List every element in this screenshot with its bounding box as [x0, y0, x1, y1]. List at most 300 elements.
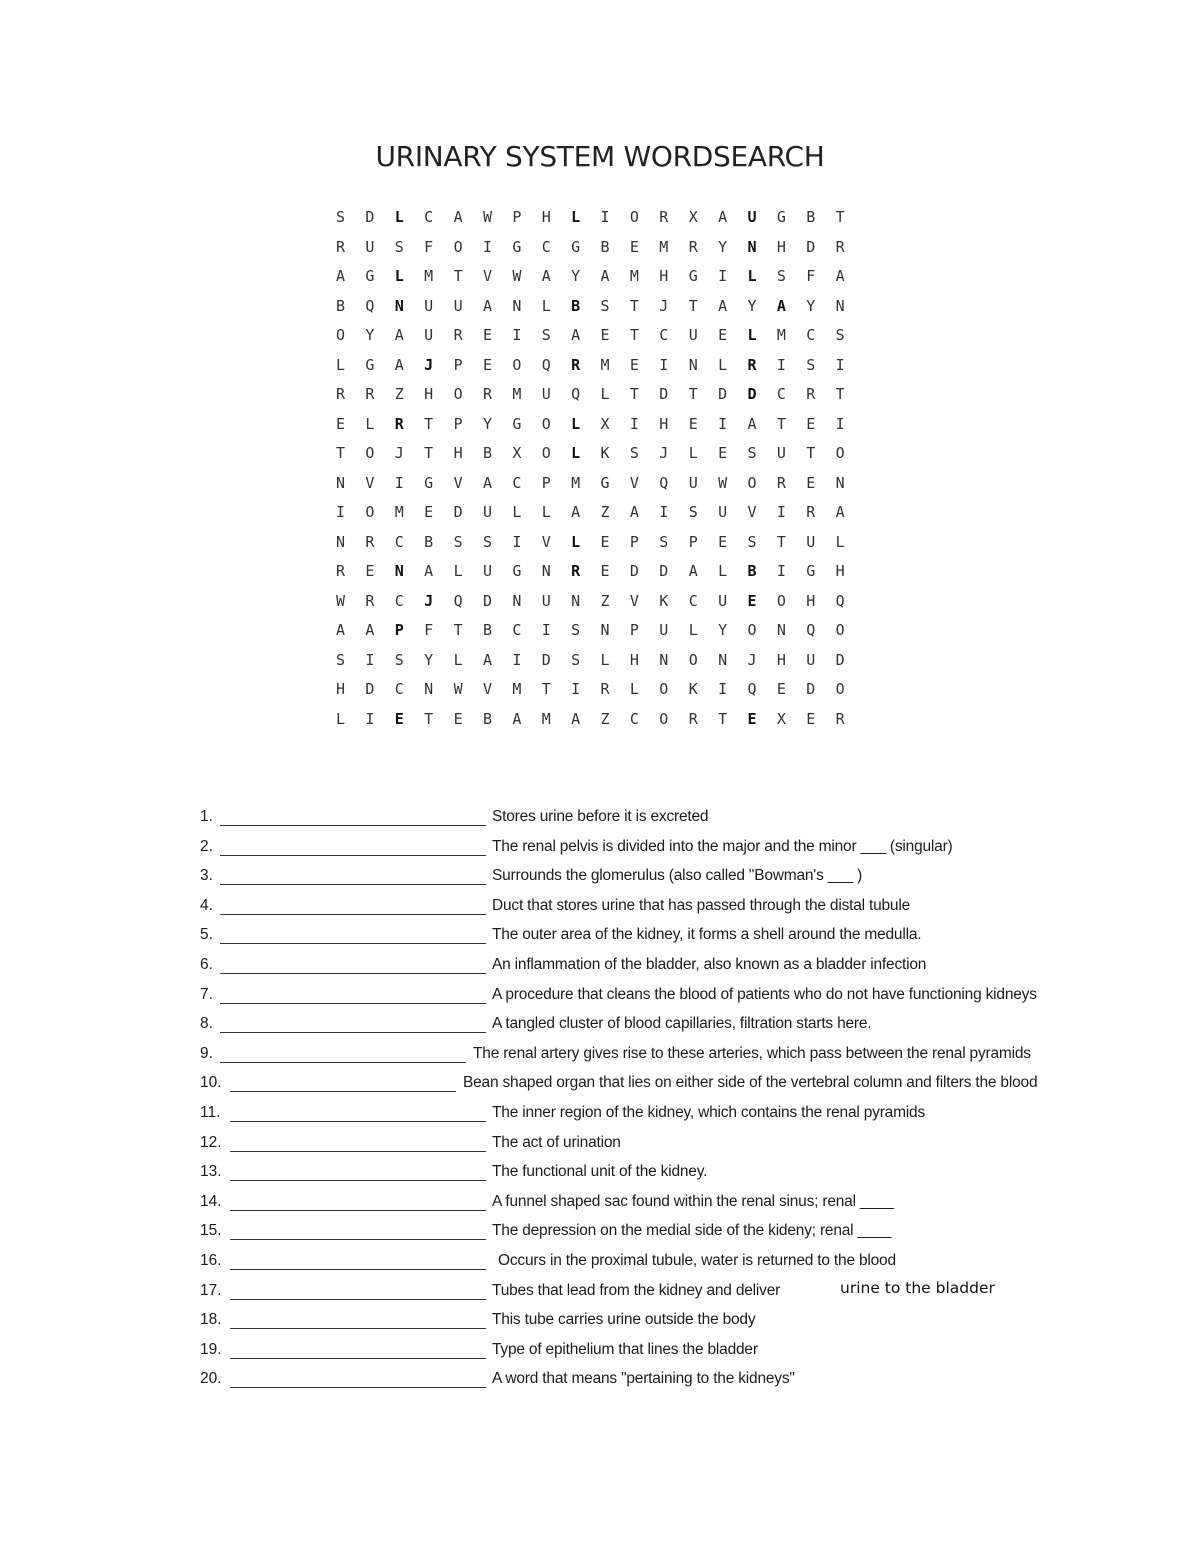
answer-blank[interactable] — [230, 1091, 456, 1092]
grid-letter: R — [571, 562, 581, 580]
clue-item — [200, 1102, 1160, 1132]
grid-letter: O — [453, 237, 463, 256]
clue-number: 18. — [200, 1311, 222, 1329]
grid-letter: L — [718, 562, 728, 580]
wordsearch-grid — [336, 208, 865, 739]
grid-letter: D — [718, 385, 728, 403]
grid-letter: V — [453, 473, 463, 492]
grid-letter: K — [688, 680, 698, 698]
grid-letter: A — [776, 296, 786, 315]
clue-number: 20. — [200, 1370, 222, 1388]
grid-letter: C — [394, 680, 404, 698]
grid-letter: U — [688, 326, 698, 344]
grid-letter: K — [600, 444, 610, 462]
grid-letter: D — [747, 385, 757, 403]
grid-row — [336, 533, 865, 563]
page-title: URINARY SYSTEM WORDSEARCH — [375, 140, 825, 173]
grid-letter: U — [424, 296, 434, 315]
grid-letter: H — [776, 650, 786, 669]
grid-letter: I — [718, 680, 728, 698]
clue-text: A procedure that cleans the blood of patients who do not have functioning kidneys — [492, 985, 1037, 1003]
grid-letter: N — [336, 532, 346, 551]
clue-item — [200, 1072, 1160, 1102]
answer-blank[interactable] — [230, 1121, 486, 1122]
grid-letter: V — [482, 267, 492, 285]
grid-letter: I — [776, 562, 786, 580]
grid-letter: T — [629, 296, 639, 315]
grid-letter: M — [629, 267, 639, 285]
clue-item — [200, 895, 1160, 925]
grid-letter: E — [806, 414, 816, 433]
clue-text: The renal pelvis is divided into the major and the minor ___ (singular) — [492, 837, 953, 855]
grid-letter: Q — [806, 621, 816, 639]
grid-letter: A — [571, 709, 581, 728]
grid-letter: Y — [806, 296, 816, 315]
grid-letter: O — [747, 473, 757, 492]
grid-letter: G — [806, 562, 816, 580]
grid-letter: I — [835, 414, 845, 433]
grid-letter: E — [629, 237, 639, 256]
grid-letter: T — [453, 267, 463, 285]
grid-letter: T — [541, 680, 551, 698]
grid-letter: V — [482, 680, 492, 698]
grid-letter: W — [512, 267, 522, 285]
clue-item — [200, 1280, 1160, 1310]
grid-letter: D — [806, 680, 816, 698]
grid-letter: T — [806, 444, 816, 462]
grid-letter: R — [336, 385, 346, 403]
grid-letter: B — [571, 296, 581, 315]
grid-letter: X — [600, 414, 610, 433]
answer-blank[interactable] — [220, 973, 486, 974]
grid-row — [336, 444, 865, 474]
grid-letter: L — [336, 709, 346, 728]
grid-letter: N — [512, 591, 522, 610]
grid-letter: R — [835, 709, 845, 728]
clue-item — [200, 1250, 1160, 1280]
grid-letter: S — [336, 208, 346, 226]
grid-letter: W — [453, 680, 463, 698]
grid-letter: M — [424, 267, 434, 285]
grid-letter: T — [688, 296, 698, 315]
grid-letter: I — [482, 237, 492, 256]
grid-letter: E — [453, 709, 463, 728]
clue-item — [200, 1132, 1160, 1162]
grid-letter: R — [688, 709, 698, 728]
grid-letter: A — [336, 621, 346, 639]
grid-letter: T — [629, 326, 639, 344]
grid-letter: C — [394, 591, 404, 610]
answer-blank[interactable] — [220, 1003, 486, 1004]
grid-letter: A — [482, 650, 492, 669]
grid-letter: I — [571, 680, 581, 698]
grid-letter: J — [394, 444, 404, 462]
grid-letter: U — [482, 562, 492, 580]
grid-row — [336, 651, 865, 681]
clue-number: 13. — [200, 1163, 222, 1181]
grid-letter: N — [659, 650, 669, 669]
grid-letter: U — [806, 650, 816, 669]
grid-letter: C — [776, 385, 786, 403]
grid-letter: Y — [718, 237, 728, 256]
grid-letter: A — [718, 208, 728, 226]
grid-letter: V — [629, 473, 639, 492]
answer-blank[interactable] — [230, 1210, 486, 1211]
clue-number: 19. — [200, 1340, 222, 1358]
grid-letter: T — [776, 532, 786, 551]
answer-blank[interactable] — [230, 1299, 486, 1300]
grid-letter: C — [512, 621, 522, 639]
grid-letter: C — [512, 473, 522, 492]
grid-letter: S — [835, 326, 845, 344]
grid-letter: J — [659, 444, 669, 462]
answer-blank[interactable] — [220, 914, 486, 915]
grid-letter: S — [336, 650, 346, 669]
grid-letter: L — [541, 503, 551, 521]
clue-text: This tube carries urine outside the body — [492, 1311, 756, 1329]
clue-item — [200, 1013, 1160, 1043]
grid-letter: I — [835, 355, 845, 374]
grid-letter: R — [600, 680, 610, 698]
grid-letter: L — [453, 650, 463, 669]
grid-letter: N — [776, 621, 786, 639]
grid-letter: C — [659, 326, 669, 344]
grid-letter: S — [571, 650, 581, 669]
grid-letter: Q — [571, 385, 581, 403]
clue-number: 11. — [200, 1103, 221, 1121]
grid-letter: Z — [394, 385, 404, 403]
grid-letter: L — [365, 414, 375, 433]
clue-item — [200, 1368, 1160, 1398]
grid-letter: E — [482, 326, 492, 344]
grid-letter: X — [512, 444, 522, 462]
grid-letter: S — [659, 532, 669, 551]
grid-letter: N — [835, 473, 845, 492]
grid-letter: L — [718, 355, 728, 374]
grid-letter: O — [659, 680, 669, 698]
grid-letter: I — [512, 326, 522, 344]
grid-row — [336, 385, 865, 415]
grid-letter: E — [747, 591, 757, 610]
grid-letter: L — [747, 326, 757, 344]
grid-letter: R — [394, 414, 404, 433]
clue-item — [200, 1220, 1160, 1250]
grid-letter: B — [600, 237, 610, 256]
grid-letter: T — [629, 385, 639, 403]
grid-letter: D — [806, 237, 816, 256]
grid-letter: Y — [482, 414, 492, 433]
grid-letter: K — [659, 591, 669, 610]
grid-letter: N — [835, 296, 845, 315]
grid-letter: H — [541, 208, 551, 226]
grid-letter: S — [453, 532, 463, 551]
grid-letter: C — [629, 709, 639, 728]
grid-letter: I — [718, 267, 728, 285]
grid-row — [336, 680, 865, 710]
clue-item — [200, 1191, 1160, 1221]
grid-row — [336, 474, 865, 504]
clue-text: Stores urine before it is excreted — [492, 808, 709, 825]
grid-letter: S — [747, 532, 757, 551]
grid-letter: I — [718, 414, 728, 433]
grid-letter: H — [659, 267, 669, 285]
grid-letter: N — [541, 562, 551, 580]
clue-number: 16. — [200, 1251, 222, 1269]
grid-letter: R — [776, 473, 786, 492]
grid-letter: R — [365, 532, 375, 551]
grid-letter: R — [688, 237, 698, 256]
clue-item — [200, 806, 1160, 836]
grid-letter: S — [776, 267, 786, 285]
grid-letter: I — [776, 503, 786, 521]
clue-text: The renal artery gives rise to these arteries, which pass between the renal pyramids — [473, 1044, 1031, 1062]
clue-item — [200, 865, 1160, 895]
answer-blank[interactable] — [230, 1328, 486, 1329]
grid-letter: U — [806, 532, 816, 551]
grid-letter: Y — [747, 296, 757, 315]
grid-letter: A — [718, 296, 728, 315]
clue-item — [200, 1043, 1160, 1073]
grid-letter: L — [600, 650, 610, 669]
answer-blank[interactable] — [230, 1180, 486, 1181]
grid-letter: U — [482, 503, 492, 521]
clue-item — [200, 1339, 1160, 1369]
grid-letter: A — [835, 267, 845, 285]
grid-letter: Z — [600, 709, 610, 728]
grid-letter: D — [541, 650, 551, 669]
grid-letter: R — [806, 385, 816, 403]
grid-letter: U — [718, 503, 728, 521]
grid-letter: E — [806, 473, 816, 492]
grid-letter: Q — [659, 473, 669, 492]
grid-letter: G — [600, 473, 610, 492]
clue-item — [200, 924, 1160, 954]
grid-letter: G — [365, 355, 375, 374]
grid-letter: R — [482, 385, 492, 403]
grid-letter: C — [806, 326, 816, 344]
answer-blank[interactable] — [230, 1151, 486, 1152]
grid-letter: V — [365, 473, 375, 492]
grid-letter: A — [571, 326, 581, 344]
grid-letter: T — [453, 621, 463, 639]
grid-letter: H — [629, 650, 639, 669]
answer-blank[interactable] — [230, 1269, 486, 1270]
grid-letter: A — [424, 562, 434, 580]
grid-letter: C — [394, 532, 404, 551]
clue-item — [200, 836, 1160, 866]
grid-letter: O — [776, 591, 786, 610]
clue-number: 4. — [200, 896, 213, 914]
grid-letter: N — [571, 591, 581, 610]
grid-letter: T — [424, 709, 434, 728]
grid-letter: W — [336, 591, 346, 610]
grid-row — [336, 297, 865, 327]
grid-letter: X — [688, 208, 698, 226]
grid-row — [336, 592, 865, 622]
grid-letter: I — [659, 503, 669, 521]
grid-letter: I — [336, 503, 346, 521]
grid-letter: T — [718, 709, 728, 728]
clue-text: The depression on the medial side of the kideny; renal ____ — [492, 1222, 892, 1240]
grid-row — [336, 503, 865, 533]
grid-letter: D — [659, 562, 669, 580]
grid-letter: N — [512, 296, 522, 315]
grid-letter: U — [424, 326, 434, 344]
grid-letter: V — [629, 591, 639, 610]
grid-row — [336, 562, 865, 592]
grid-letter: E — [394, 709, 404, 728]
grid-letter: L — [453, 562, 463, 580]
grid-letter: L — [394, 208, 404, 226]
grid-letter: F — [806, 267, 816, 285]
grid-letter: A — [482, 296, 492, 315]
clue-text: Occurs in the proximal tubule, water is returned to the blood — [498, 1251, 896, 1269]
grid-letter: P — [688, 532, 698, 551]
grid-letter: N — [600, 621, 610, 639]
grid-letter: U — [718, 591, 728, 610]
grid-letter: R — [336, 562, 346, 580]
answer-blank[interactable] — [220, 1062, 466, 1063]
grid-letter: S — [394, 650, 404, 669]
grid-letter: H — [453, 444, 463, 462]
grid-letter: S — [688, 503, 698, 521]
answer-blank[interactable] — [230, 1387, 486, 1388]
grid-letter: S — [394, 237, 404, 256]
grid-letter: Q — [541, 355, 551, 374]
grid-letter: I — [512, 532, 522, 551]
grid-row — [336, 267, 865, 297]
grid-letter: S — [747, 444, 757, 462]
grid-letter: U — [541, 385, 551, 403]
grid-letter: L — [541, 296, 551, 315]
grid-letter: G — [571, 237, 581, 256]
grid-letter: D — [365, 680, 375, 698]
grid-letter: E — [718, 444, 728, 462]
grid-letter: N — [747, 237, 757, 256]
grid-letter: Z — [600, 591, 610, 610]
clue-text: A funnel shaped sac found within the renal sinus; renal ____ — [492, 1192, 894, 1210]
answer-blank[interactable] — [220, 943, 486, 944]
clue-number: 17. — [200, 1281, 222, 1299]
grid-letter: O — [835, 444, 845, 462]
grid-letter: C — [541, 237, 551, 256]
grid-letter: S — [806, 355, 816, 374]
grid-letter: O — [688, 650, 698, 669]
grid-letter: O — [512, 355, 522, 374]
grid-letter: I — [394, 473, 404, 492]
grid-letter: L — [747, 267, 757, 285]
grid-letter: R — [835, 237, 845, 256]
grid-letter: I — [659, 355, 669, 374]
answer-blank[interactable] — [230, 1358, 486, 1359]
grid-letter: I — [365, 709, 375, 728]
clue-text: Surrounds the glomerulus (also called "Bowman's ___ ) — [492, 867, 863, 885]
grid-letter: P — [453, 355, 463, 374]
grid-letter: R — [659, 208, 669, 226]
answer-blank[interactable] — [220, 1032, 486, 1033]
clue-number: 10. — [200, 1074, 222, 1092]
grid-row — [336, 621, 865, 651]
grid-letter: E — [600, 532, 610, 551]
clue-text: A word that means "pertaining to the kidneys" — [492, 1370, 795, 1388]
grid-row — [336, 238, 865, 268]
clue-text: The inner region of the kidney, which contains the renal pyramids — [492, 1103, 926, 1121]
clue-text: A tangled cluster of blood capillaries, filtration starts here. — [492, 1015, 872, 1033]
grid-letter: A — [571, 503, 581, 521]
grid-letter: O — [629, 208, 639, 226]
clue-number: 1. — [200, 808, 213, 825]
grid-letter: N — [688, 355, 698, 374]
answer-blank[interactable] — [220, 825, 486, 826]
grid-letter: E — [482, 355, 492, 374]
grid-letter: T — [776, 414, 786, 433]
grid-letter: R — [365, 385, 375, 403]
clue-number: 2. — [200, 837, 213, 855]
grid-letter: T — [835, 208, 845, 226]
grid-letter: I — [512, 650, 522, 669]
grid-letter: O — [365, 503, 375, 521]
grid-letter: M — [776, 326, 786, 344]
grid-letter: G — [688, 267, 698, 285]
clue-list — [200, 806, 1160, 1398]
grid-letter: R — [571, 355, 581, 374]
grid-letter: F — [424, 621, 434, 639]
grid-letter: A — [482, 473, 492, 492]
grid-letter: O — [659, 709, 669, 728]
grid-letter: E — [776, 680, 786, 698]
grid-letter: X — [776, 709, 786, 728]
grid-letter: U — [688, 473, 698, 492]
grid-letter: P — [453, 414, 463, 433]
grid-letter: U — [541, 591, 551, 610]
grid-letter: R — [365, 591, 375, 610]
clue-text: An inflammation of the bladder, also known as a bladder infection — [492, 955, 927, 973]
grid-letter: L — [600, 385, 610, 403]
grid-letter: P — [394, 621, 404, 639]
grid-letter: E — [718, 326, 728, 344]
grid-letter: S — [600, 296, 610, 315]
clue-text: Tubes that lead from the kidney and deliver — [492, 1281, 781, 1299]
grid-letter: V — [747, 503, 757, 521]
grid-letter: G — [424, 473, 434, 492]
grid-letter: B — [482, 709, 492, 728]
clue-text: Duct that stores urine that has passed through the distal tubule — [492, 896, 911, 914]
grid-letter: O — [365, 444, 375, 462]
grid-letter: J — [424, 591, 434, 610]
grid-letter: L — [571, 532, 581, 551]
grid-letter: G — [776, 208, 786, 226]
grid-letter: E — [600, 326, 610, 344]
grid-row — [336, 208, 865, 238]
grid-letter: L — [512, 503, 522, 521]
grid-letter: E — [629, 355, 639, 374]
grid-row — [336, 356, 865, 386]
answer-blank[interactable] — [230, 1239, 486, 1240]
grid-letter: A — [394, 355, 404, 374]
grid-letter: L — [571, 414, 581, 433]
grid-letter: L — [336, 355, 346, 374]
answer-blank[interactable] — [220, 855, 486, 856]
grid-letter: C — [424, 208, 434, 226]
grid-letter: I — [600, 208, 610, 226]
grid-letter: U — [659, 621, 669, 639]
grid-letter: E — [718, 532, 728, 551]
grid-letter: U — [747, 208, 757, 226]
grid-letter: I — [629, 414, 639, 433]
answer-blank[interactable] — [220, 884, 486, 885]
grid-letter: H — [806, 591, 816, 610]
grid-letter: A — [453, 208, 463, 226]
